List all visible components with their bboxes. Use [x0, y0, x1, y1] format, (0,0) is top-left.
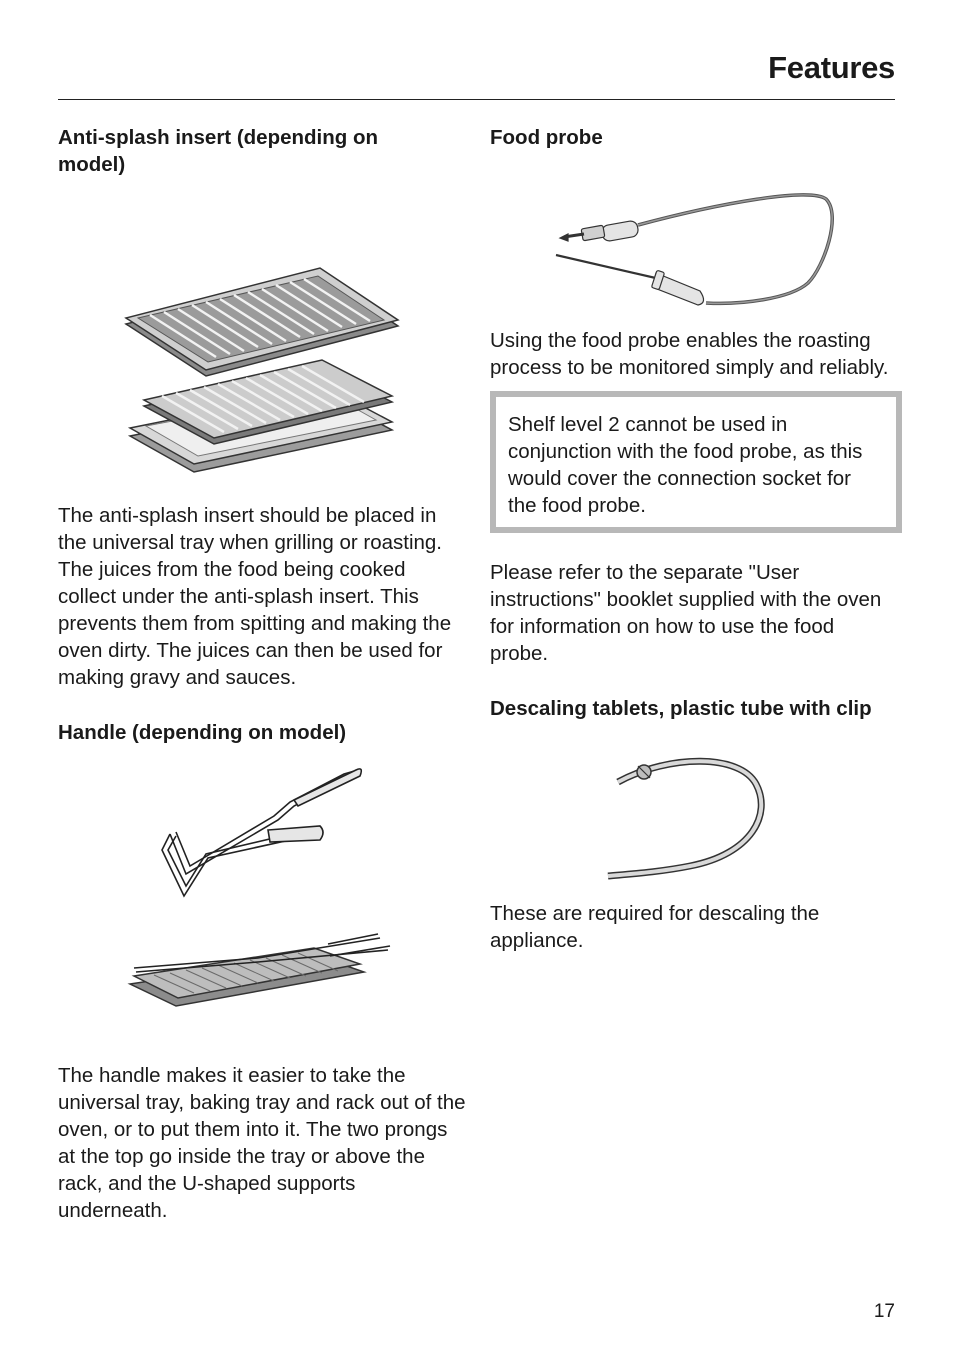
food-probe-illustration [490, 163, 896, 313]
tube-clip [637, 765, 651, 779]
page-title: Features [768, 50, 895, 85]
anti-splash-insert-in-tray [130, 360, 392, 472]
anti-splash-heading: Anti-splash insert (depending on model) [58, 126, 379, 176]
handle-heading: Handle (depending on model) [58, 721, 347, 744]
anti-splash-description: The anti-splash insert should be placed in the universal tray when grilling or roasting. The juices from the food being cooked collect under the anti-splash insert. This prevents them from spitting and making the oven dirty. The juices can then be used for making gravy and sauces. [58, 504, 452, 689]
anti-splash-insert-top [126, 268, 398, 376]
handle-illustration [58, 762, 468, 1042]
food-probe-heading: Food probe [490, 126, 603, 149]
food-probe-note: Shelf level 2 cannot be used in conjunction with the food probe, as this would cover the connection socket for the food probe. [508, 413, 863, 517]
food-probe-description: Using the food probe enables the roasting process to be monitored simply and reliably. [490, 329, 889, 379]
food-probe-note-box [490, 391, 902, 533]
right-column [490, 124, 896, 954]
handle-with-tray [130, 934, 390, 1006]
food-probe-instructions: Please refer to the separate "User instructions" booklet supplied with the oven for information on how to use the food probe. [490, 561, 882, 665]
handle-description: The handle makes it easier to take the universal tray, baking tray and rack out of the oven, or to put them into it. The two prongs at the top go inside the tray or above the rack, and the U-shaped supports underneath. [58, 1064, 466, 1222]
probe-plug [560, 220, 639, 242]
page-number: 17 [873, 1301, 895, 1322]
anti-splash-insert-illustration [58, 194, 468, 484]
left-column [58, 124, 468, 1224]
descaling-description: These are required for descaling the appliance. [490, 902, 820, 952]
probe-spike [556, 255, 704, 305]
descaling-tube-illustration [490, 734, 896, 884]
header-divider [58, 99, 895, 100]
handle-alone [162, 769, 361, 896]
descaling-heading: Descaling tablets, plastic tube with clip [490, 697, 872, 720]
